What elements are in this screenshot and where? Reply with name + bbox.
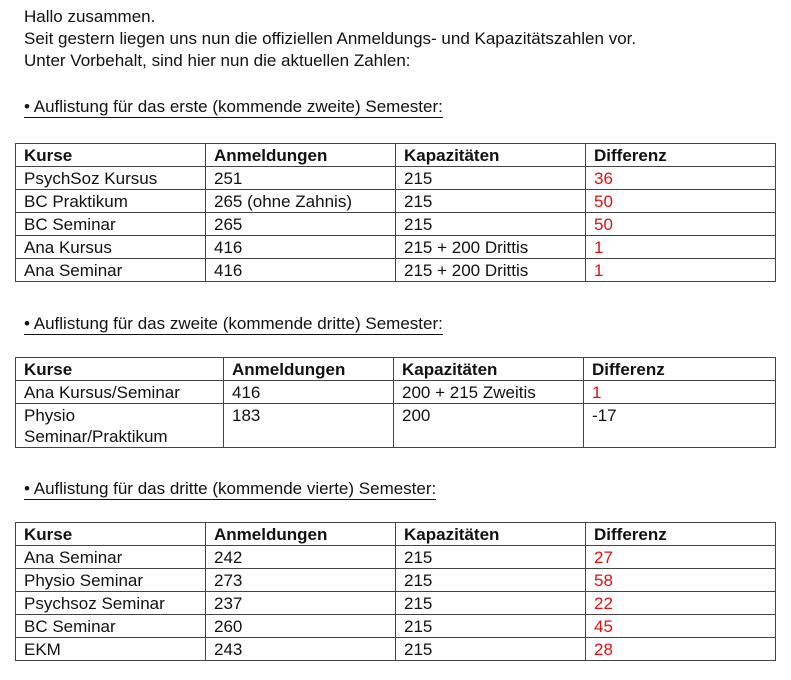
- capacity-cell: 215: [396, 615, 586, 638]
- capacity-cell: 215: [396, 546, 586, 569]
- table-row: [16, 546, 776, 569]
- course-cell: Ana Kursus: [16, 236, 206, 259]
- intro-text: [24, 6, 636, 72]
- difference-cell: 36: [586, 167, 776, 190]
- column-header: Anmeldungen: [206, 144, 396, 167]
- registrations-cell: 251: [206, 167, 396, 190]
- capacity-cell: 215: [396, 190, 586, 213]
- course-cell: Ana Seminar: [16, 546, 206, 569]
- intro-line: Unter Vorbehalt, sind hier nun die aktuellen Zahlen:: [24, 51, 411, 70]
- column-header: Kurse: [16, 358, 224, 381]
- section-heading: [24, 313, 443, 335]
- registrations-cell: 416: [206, 259, 396, 282]
- table-header-row: [16, 358, 776, 381]
- column-header: Kapazitäten: [396, 144, 586, 167]
- table-body: [16, 523, 776, 661]
- section-heading-text: Auflistung für das dritte (kommende vierte) Semester:: [33, 479, 437, 498]
- table-row: [16, 213, 776, 236]
- table-header-row: [16, 144, 776, 167]
- section-heading: [24, 478, 436, 500]
- table-row: [16, 592, 776, 615]
- section-heading: [24, 96, 443, 118]
- course-cell: BC Seminar: [16, 213, 206, 236]
- difference-cell: 45: [586, 615, 776, 638]
- column-header: Differenz: [584, 358, 776, 381]
- table-row: [16, 615, 776, 638]
- course-cell: Physio Seminar/Praktikum: [16, 404, 224, 448]
- course-cell: Ana Kursus/Seminar: [16, 381, 224, 404]
- difference-cell: 28: [586, 638, 776, 661]
- difference-cell: 1: [584, 381, 776, 404]
- difference-cell: 50: [586, 213, 776, 236]
- course-cell: PsychSoz Kursus: [16, 167, 206, 190]
- course-cell: Psychsoz Seminar: [16, 592, 206, 615]
- section-heading-text: Auflistung für das zweite (kommende dritte) Semester:: [33, 314, 443, 333]
- difference-cell: 22: [586, 592, 776, 615]
- table-row: [16, 381, 776, 404]
- course-cell: BC Praktikum: [16, 190, 206, 213]
- registrations-cell: 243: [206, 638, 396, 661]
- course-cell: Physio Seminar: [16, 569, 206, 592]
- table-semester-2: [15, 357, 776, 448]
- registrations-cell: 273: [206, 569, 396, 592]
- table-row: [16, 259, 776, 282]
- capacity-cell: 200: [394, 404, 584, 448]
- table-row: [16, 167, 776, 190]
- capacity-cell: 215 + 200 Drittis: [396, 259, 586, 282]
- difference-cell: 50: [586, 190, 776, 213]
- table-body: [16, 144, 776, 282]
- capacity-cell: 215: [396, 167, 586, 190]
- column-header: Kurse: [16, 144, 206, 167]
- difference-cell: 1: [586, 259, 776, 282]
- table-row: [16, 404, 776, 448]
- course-cell: Ana Seminar: [16, 259, 206, 282]
- table-row: [16, 638, 776, 661]
- column-header: Kapazitäten: [396, 523, 586, 546]
- table-semester-3: [15, 522, 776, 661]
- course-cell: BC Seminar: [16, 615, 206, 638]
- difference-cell: 1: [586, 236, 776, 259]
- column-header: Anmeldungen: [224, 358, 394, 381]
- table-body: [16, 358, 776, 448]
- bullet-icon: •: [24, 97, 34, 116]
- registrations-cell: 260: [206, 615, 396, 638]
- column-header: Differenz: [586, 144, 776, 167]
- table-row: [16, 569, 776, 592]
- capacity-cell: 215 + 200 Drittis: [396, 236, 586, 259]
- difference-cell: 58: [586, 569, 776, 592]
- bullet-icon: •: [24, 314, 34, 333]
- intro-line: Seit gestern liegen uns nun die offiziellen Anmeldungs- und Kapazitätszahlen vor.: [24, 29, 637, 48]
- capacity-cell: 215: [396, 592, 586, 615]
- section-heading-text: Auflistung für das erste (kommende zweite) Semester:: [33, 97, 443, 116]
- capacity-cell: 215: [396, 569, 586, 592]
- registrations-cell: 265: [206, 213, 396, 236]
- capacity-cell: 215: [396, 638, 586, 661]
- registrations-cell: 416: [206, 236, 396, 259]
- table-semester-1: [15, 143, 776, 282]
- registrations-cell: 183: [224, 404, 394, 448]
- column-header: Anmeldungen: [206, 523, 396, 546]
- registrations-cell: 242: [206, 546, 396, 569]
- column-header: Kapazitäten: [394, 358, 584, 381]
- registrations-cell: 265 (ohne Zahnis): [206, 190, 396, 213]
- capacity-cell: 200 + 215 Zweitis: [394, 381, 584, 404]
- table-row: [16, 236, 776, 259]
- course-cell: EKM: [16, 638, 206, 661]
- greeting-line: Hallo zusammen.: [24, 7, 156, 26]
- capacity-cell: 215: [396, 213, 586, 236]
- bullet-icon: •: [24, 479, 34, 498]
- table-row: [16, 190, 776, 213]
- registrations-cell: 237: [206, 592, 396, 615]
- table-header-row: [16, 523, 776, 546]
- column-header: Kurse: [16, 523, 206, 546]
- difference-cell: -17: [584, 404, 776, 448]
- difference-cell: 27: [586, 546, 776, 569]
- registrations-cell: 416: [224, 381, 394, 404]
- column-header: Differenz: [586, 523, 776, 546]
